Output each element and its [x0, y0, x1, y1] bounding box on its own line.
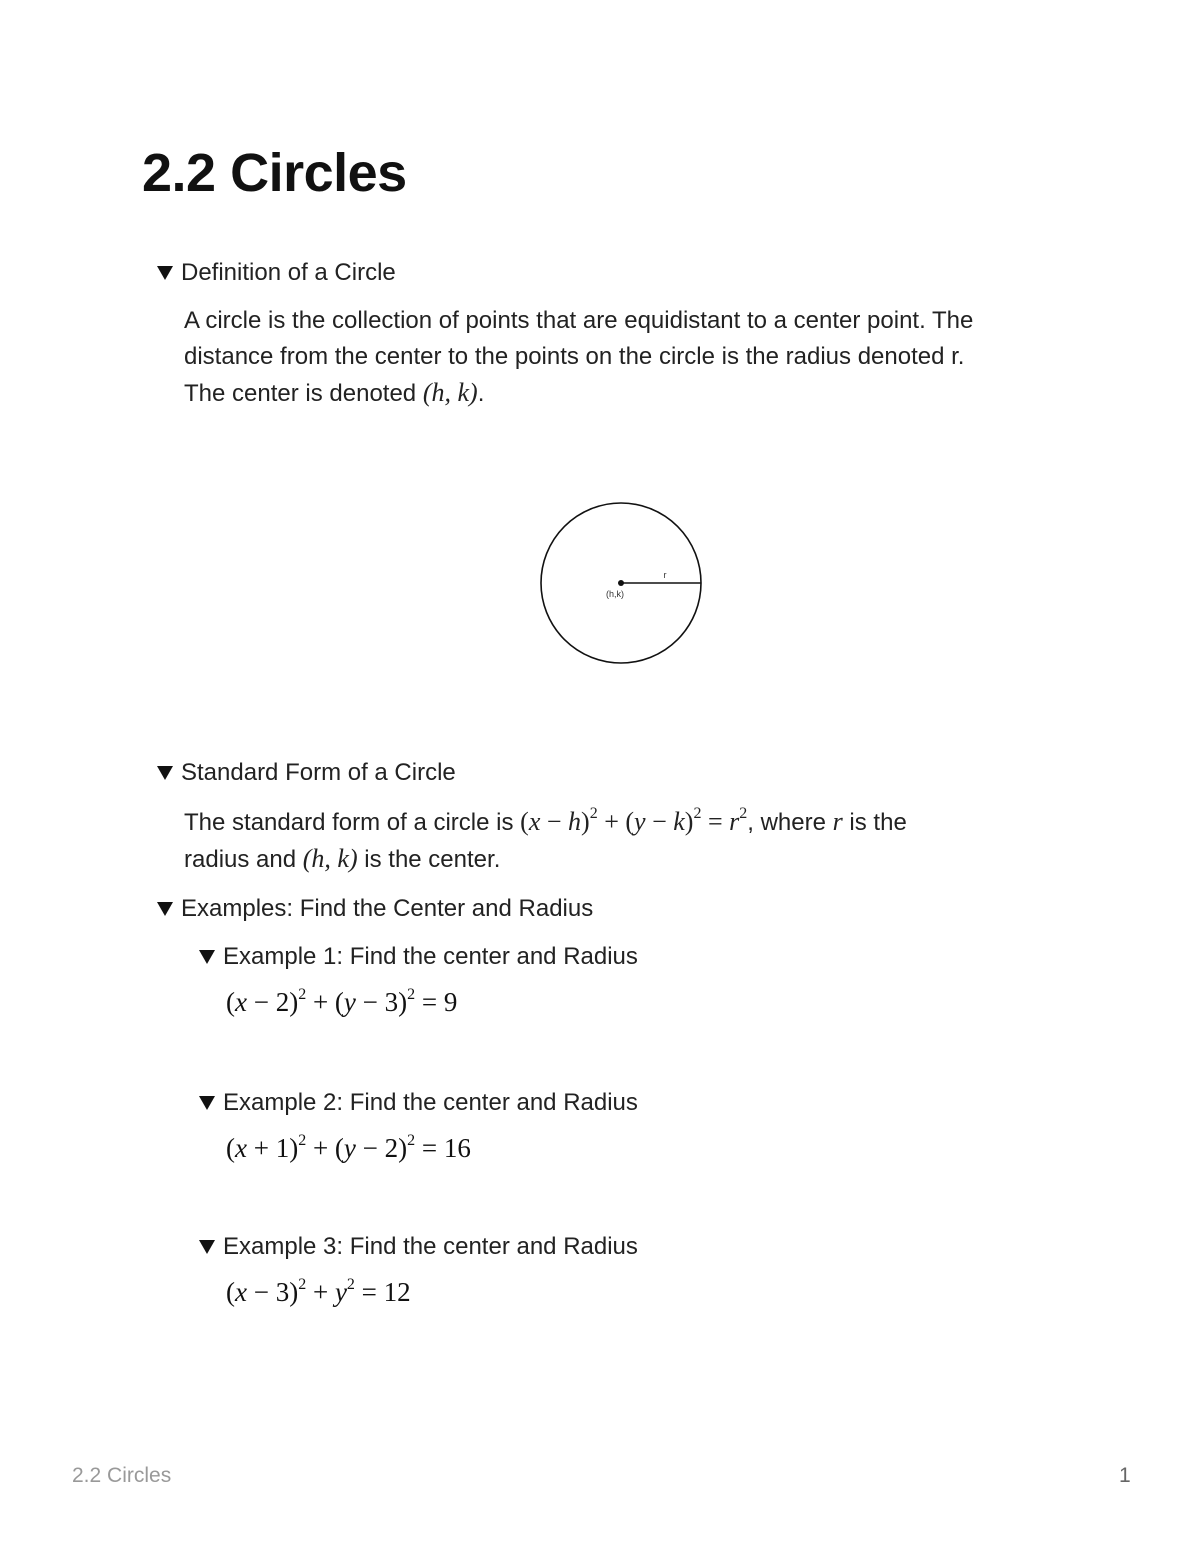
toggle-definition[interactable] — [157, 259, 396, 287]
standard-form-equation: $(x - h)^2 + (y - k)^2 = r^2$ — [520, 805, 748, 836]
definition-text — [184, 303, 973, 412]
triangle-down-icon — [157, 902, 173, 916]
page-number: 1 — [1119, 1464, 1131, 1487]
text-run: is the — [842, 809, 907, 836]
triangle-down-icon — [199, 1096, 215, 1110]
definition-line: distance from the center to the points on the circle is the radius denoted r. — [184, 343, 965, 370]
text-run: . — [477, 380, 485, 407]
standard-form-line — [184, 804, 907, 841]
toggle-label: Standard Form of a Circle — [181, 759, 456, 786]
toggle-label: Definition of a Circle — [181, 259, 396, 286]
page-title: 2.2 Circles — [142, 143, 407, 203]
triangle-down-icon — [157, 766, 173, 780]
example-3-equation: $(x - 3)^2 + y^2 = 12$ — [226, 1276, 411, 1307]
toggle-label: Example 1: Find the center and Radius — [223, 943, 638, 970]
definition-line: A circle is the collection of points that are equidistant to a center point. The — [184, 307, 974, 334]
center-point — [618, 580, 624, 586]
toggle-example-3[interactable] — [199, 1233, 638, 1261]
toggle-label: Example 2: Find the center and Radius — [223, 1089, 638, 1116]
definition-line — [184, 375, 973, 412]
standard-form-text — [184, 804, 907, 878]
toggle-example-2[interactable] — [199, 1089, 638, 1117]
footer-title: 2.2 Circles — [72, 1464, 172, 1487]
radius-label: r — [663, 570, 667, 580]
example-1-equation: $(x - 2)^2 + (y - 3)^2 = 9$ — [226, 986, 458, 1017]
circle-diagram — [530, 493, 712, 675]
triangle-down-icon — [199, 1240, 215, 1254]
triangle-down-icon — [199, 950, 215, 964]
example-2-equation: $(x + 1)^2 + (y - 2)^2 = 16$ — [226, 1132, 471, 1163]
center-math: (h, k) — [422, 378, 478, 407]
toggle-label: Examples: Find the Center and Radius — [181, 895, 594, 922]
text-run: is the center. — [357, 846, 501, 873]
toggle-example-1[interactable] — [199, 943, 638, 971]
radius-var: r — [832, 807, 843, 836]
text-run: The center is denoted — [184, 380, 423, 407]
text-run: radius and — [184, 846, 303, 873]
center-math: (h, k) — [302, 844, 358, 873]
toggle-standard-form[interactable] — [157, 759, 456, 787]
text-run: The standard form of a circle is — [184, 809, 521, 836]
triangle-down-icon — [157, 266, 173, 280]
toggle-examples[interactable] — [157, 895, 593, 923]
toggle-label: Example 3: Find the center and Radius — [223, 1233, 638, 1260]
standard-form-line — [184, 841, 907, 878]
center-label: (h,k) — [606, 589, 624, 599]
text-run: , where — [747, 809, 833, 836]
